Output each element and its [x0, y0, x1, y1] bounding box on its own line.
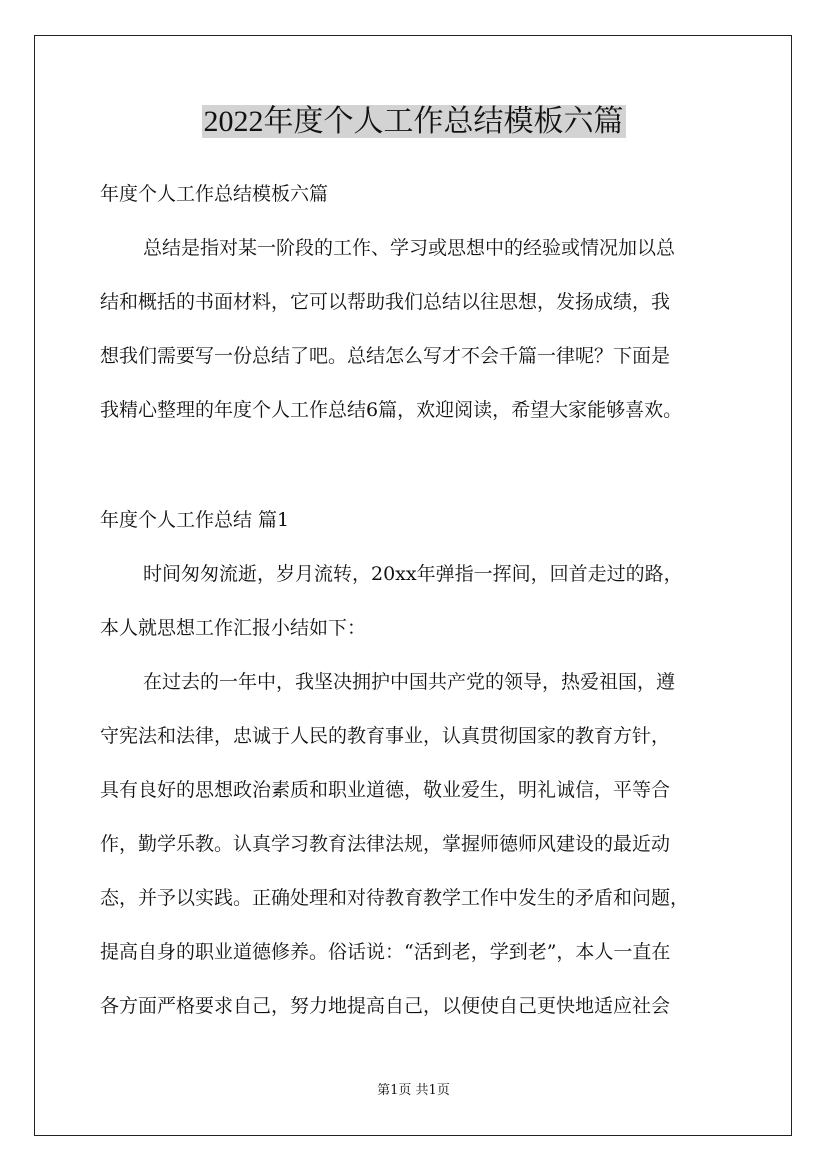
paragraph-line: 作，勤学乐教。认真学习教育法律法规，掌握师德师风建设的最近动 — [100, 833, 671, 855]
paragraph-line: 在过去的一年中，我坚决拥护中国共产党的领导，热爱祖国，遵 — [143, 671, 676, 693]
subtitle: 年度个人工作总结模板六篇 — [100, 183, 329, 205]
intro-line: 我精心整理的年度个人工作总结6篇，欢迎阅读，希望大家能够喜欢。 — [100, 399, 683, 421]
paragraph-line: 守宪法和法律，忠诚于人民的教育事业，认真贯彻国家的教育方针， — [100, 725, 671, 747]
page-footer: 第1页 共1页 — [377, 1083, 450, 1098]
paragraph-line: 本人就思想工作汇报小结如下： — [100, 617, 367, 639]
document-title-text: 2022年度个人工作总结模板六篇 — [203, 105, 624, 138]
document-title — [0, 100, 827, 144]
intro-line: 总结是指对某一阶段的工作、学习或思想中的经验或情况加以总 — [143, 237, 676, 259]
paragraph-line: 提高自身的职业道德修养。俗话说：“活到老，学到老”，本人一直在 — [100, 941, 671, 963]
intro-line: 结和概括的书面材料，它可以帮助我们总结以往思想，发扬成绩，我 — [100, 291, 671, 313]
paragraph-line: 具有良好的思想政治素质和职业道德，敬业爱生，明礼诚信，平等合 — [100, 779, 671, 801]
intro-line: 想我们需要写一份总结了吧。总结怎么写才不会千篇一律呢？下面是 — [100, 345, 671, 367]
paragraph-line: 态，并予以实践。正确处理和对待教育教学工作中发生的矛盾和问题， — [100, 887, 690, 909]
section-heading: 年度个人工作总结 篇1 — [100, 509, 290, 531]
paragraph-line: 时间匆匆流逝，岁月流转，20xx年弹指一挥间，回首走过的路， — [143, 563, 683, 585]
paragraph-line: 各方面严格要求自己，努力地提高自己，以便使自己更快地适应社会 — [100, 995, 671, 1017]
